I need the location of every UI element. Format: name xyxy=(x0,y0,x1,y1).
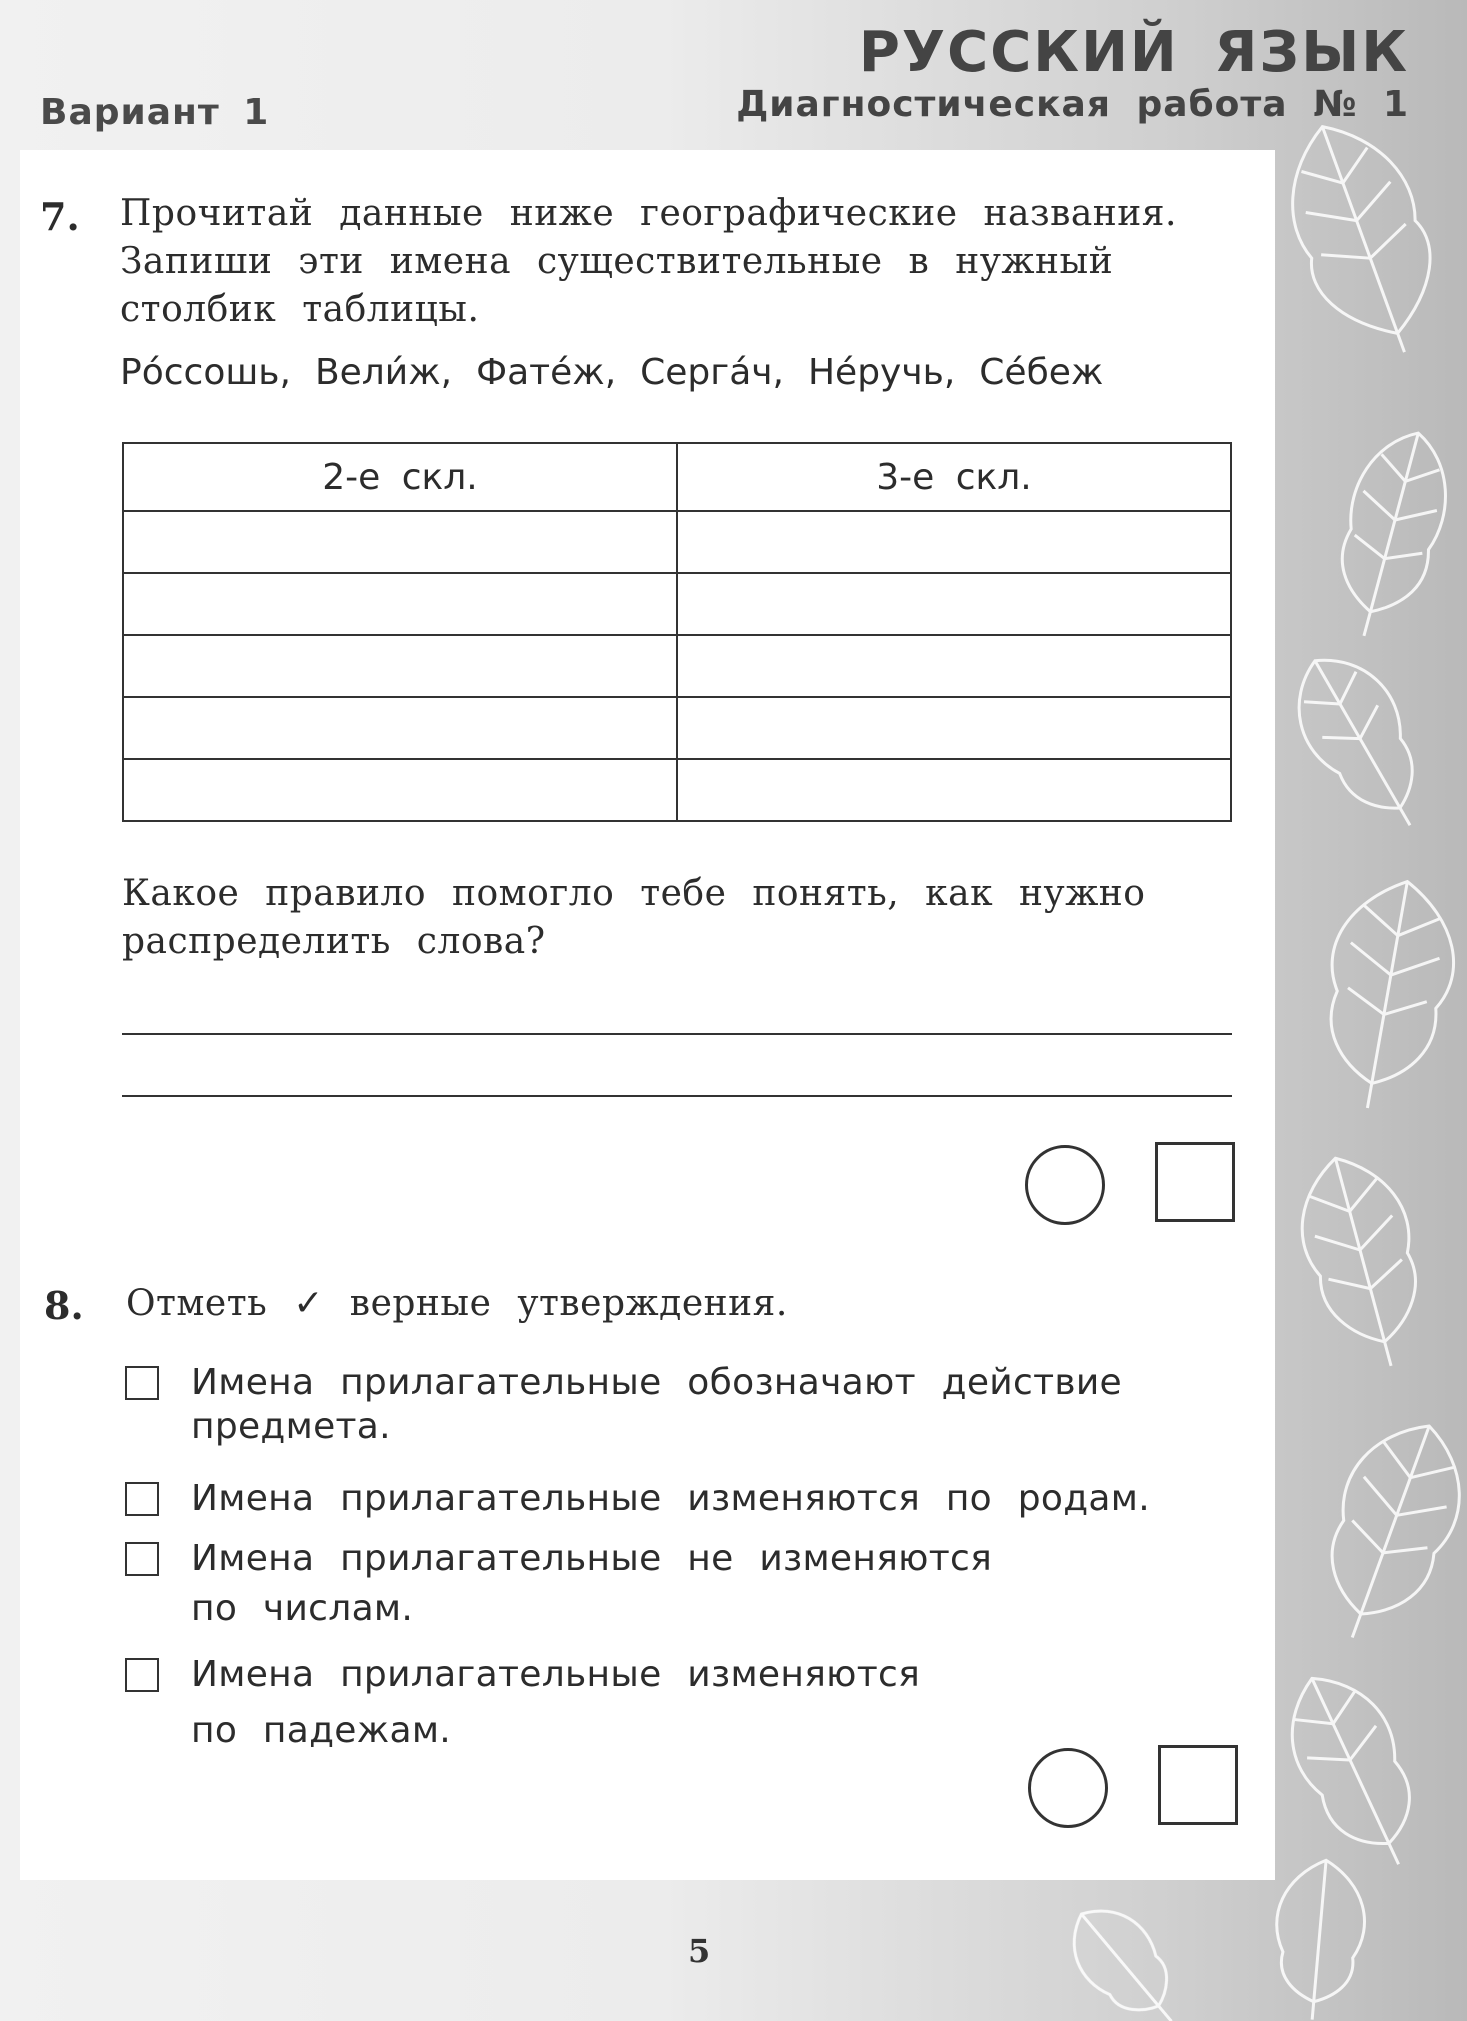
statement-line: Имена прилагательные не изменяются xyxy=(191,1538,993,1579)
answer-cell[interactable] xyxy=(123,635,677,697)
word-list xyxy=(120,352,1240,393)
answer-line[interactable] xyxy=(122,1095,1232,1097)
statement-text xyxy=(191,1356,1241,1454)
answer-cell[interactable] xyxy=(677,697,1231,759)
table-row xyxy=(123,511,1231,573)
answer-cell[interactable] xyxy=(677,635,1231,697)
word-item: Се́беж xyxy=(979,352,1104,393)
statement-checkbox[interactable] xyxy=(125,1482,159,1516)
subject-title: РУССКИЙ ЯЗЫК xyxy=(858,20,1409,85)
statement-checkbox[interactable] xyxy=(125,1366,159,1400)
statement-line: Имена прилагательные изменяются xyxy=(191,1654,921,1695)
word-item: Ро́ссошь, xyxy=(120,352,291,393)
statement-line: Имена прилагательные изменяются по родам. xyxy=(191,1478,1150,1519)
answer-cell[interactable] xyxy=(123,759,677,821)
table-row xyxy=(123,573,1231,635)
page-number: 5 xyxy=(688,1932,711,1970)
answer-cell[interactable] xyxy=(123,573,677,635)
table-header-2nd-declension: 2-е скл. xyxy=(123,443,677,511)
answer-cell[interactable] xyxy=(677,573,1231,635)
task-8-instruction: Отметь ✓ верные утверждения. xyxy=(126,1283,788,1324)
word-item: Серга́ч, xyxy=(640,352,784,393)
word-item: Вели́ж, xyxy=(314,352,453,393)
task-8-number: 8. xyxy=(44,1283,84,1328)
table-header-3rd-declension: 3-е скл. xyxy=(677,443,1231,511)
task-7-number: 7. xyxy=(40,194,80,239)
statement-line: Имена прилагательные обозначают действие xyxy=(191,1362,1123,1403)
score-square xyxy=(1155,1142,1235,1222)
work-title: Диагностическая работа № 1 xyxy=(736,84,1409,125)
variant-label: Вариант 1 xyxy=(40,92,270,133)
answer-cell[interactable] xyxy=(677,511,1231,573)
word-item: Фате́ж, xyxy=(476,352,617,393)
table-row xyxy=(123,635,1231,697)
answer-line[interactable] xyxy=(122,1033,1232,1035)
statement-line: предмета. xyxy=(191,1406,391,1447)
word-item: Не́ручь, xyxy=(807,352,956,393)
statement-checkbox[interactable] xyxy=(125,1542,159,1576)
statement-line: по числам. xyxy=(191,1588,414,1629)
declension-table xyxy=(122,442,1232,822)
task-7-instruction xyxy=(120,190,1240,334)
table-row xyxy=(123,697,1231,759)
task-7-question-line: распределить слова? xyxy=(122,921,546,962)
statement-text xyxy=(191,1532,1241,1636)
task-7-instruction-line: Прочитай данные ниже географические названия. xyxy=(120,193,1177,234)
answer-cell[interactable] xyxy=(123,511,677,573)
answer-cell[interactable] xyxy=(123,697,677,759)
task-7-question xyxy=(122,870,1242,966)
statement-text xyxy=(191,1648,1241,1758)
statement-line: по падежам. xyxy=(191,1710,452,1751)
task-7-question-line: Какое правило помогло тебе понять, как нужно xyxy=(122,873,1146,914)
task-7-instruction-line: столбик таблицы. xyxy=(120,289,480,330)
score-circle xyxy=(1028,1748,1108,1828)
score-circle xyxy=(1025,1145,1105,1225)
statement-text xyxy=(191,1472,1241,1526)
answer-cell[interactable] xyxy=(677,759,1231,821)
table-row xyxy=(123,759,1231,821)
task-7-instruction-line: Запиши эти имена существительные в нужный xyxy=(120,241,1114,282)
statement-checkbox[interactable] xyxy=(125,1658,159,1692)
score-square xyxy=(1158,1745,1238,1825)
